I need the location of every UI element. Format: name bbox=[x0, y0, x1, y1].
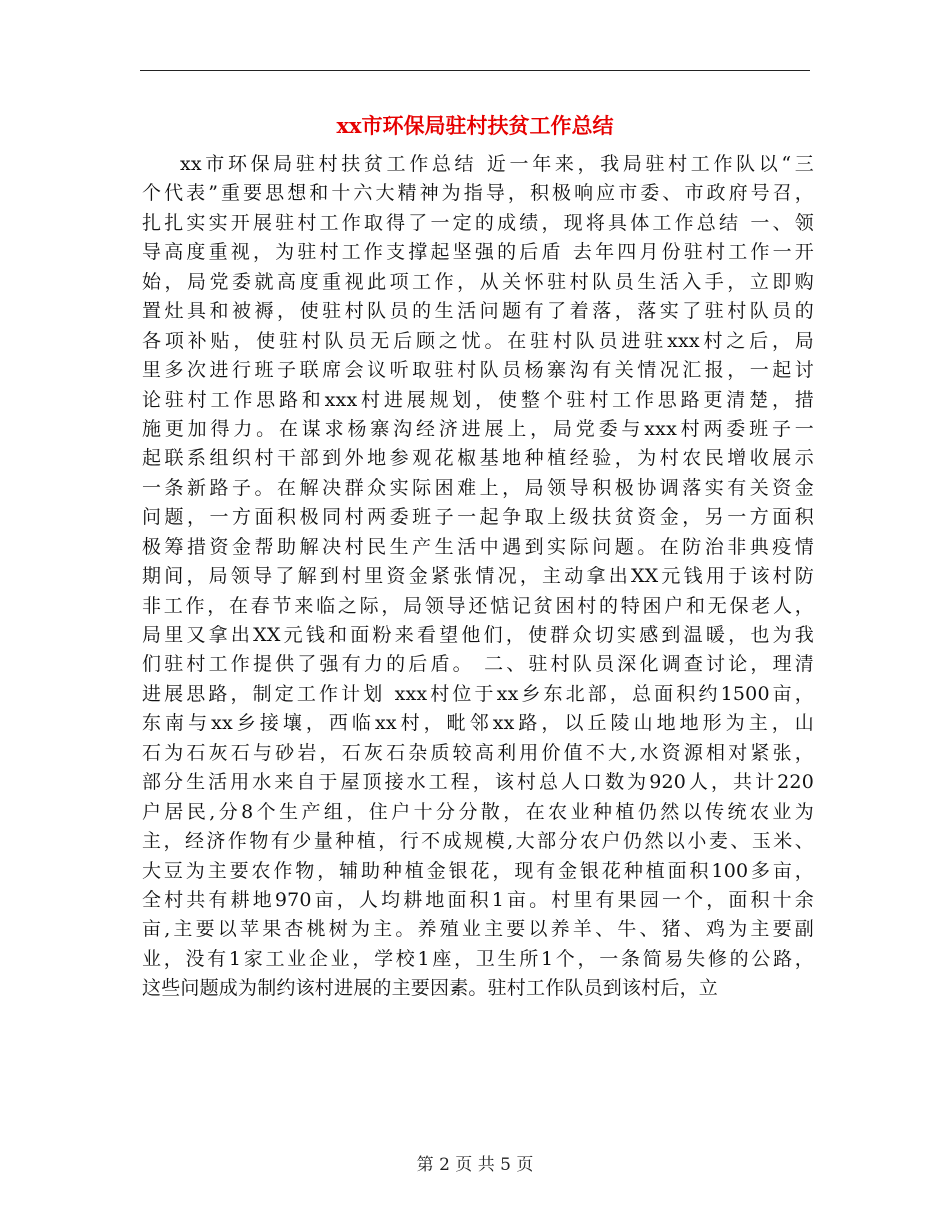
body-line: 主，经济作物有少量种植，行不成规模,大部分农户仍然以小麦、玉米、 bbox=[142, 830, 814, 853]
page-number-footer: 第 2 页 共 5 页 bbox=[416, 1155, 534, 1175]
body-line: 扎扎实实开展驻村工作取得了一定的成绩，现将具体工作总结 一、领 bbox=[142, 211, 814, 234]
body-line: 极筹措资金帮助解决村民生产生活中遇到实际问题。在防治非典疫情 bbox=[142, 535, 814, 558]
body-line: 个代表”重要思想和十六大精神为指导，积极响应市委、市政府号召， bbox=[142, 182, 814, 205]
body-line: 东南与xx乡接壤，西临xx村，毗邻xx路，以丘陵山地地形为主，山 bbox=[142, 712, 814, 735]
header-rule bbox=[140, 70, 810, 71]
body-line: 一条新路子。在解决群众实际困难上，局领导积极协调落实有关资金 bbox=[142, 476, 814, 499]
body-line: 部分生活用水来自于屋顶接水工程，该村总人口数为920人，共计220 bbox=[142, 771, 814, 794]
document-title: xx市环保局驻村扶贫工作总结 bbox=[336, 113, 614, 138]
body-line: 们驻村工作提供了强有力的后盾。 二、驻村队员深化调查讨论，理清 bbox=[142, 653, 814, 676]
body-line: 导高度重视，为驻村工作支撑起坚强的后盾 去年四月份驻村工作一开 bbox=[142, 241, 814, 264]
body-line: 全村共有耕地970亩，人均耕地面积1亩。村里有果园一个，面积十余 bbox=[142, 888, 814, 911]
body-line: 业，没有1家工业企业，学校1座，卫生所1个，一条简易失修的公路， bbox=[142, 947, 814, 970]
body-line: 亩,主要以苹果杏桃树为主。养殖业主要以养羊、牛、猪、鸡为主要副 bbox=[142, 918, 814, 941]
body-line: 置灶具和被褥，使驻村队员的生活问题有了着落，落实了驻村队员的 bbox=[142, 300, 814, 323]
body-line: 这些问题成为制约该村进展的主要因素。驻村工作队员到该村后，立 bbox=[142, 977, 719, 1000]
body-line: 施更加得力。在谋求杨寨沟经济进展上，局党委与xxx村两委班子一 bbox=[142, 417, 814, 440]
body-line: 户居民,分8个生产组，住户十分分散，在农业种植仍然以传统农业为 bbox=[142, 800, 814, 823]
body-line: 论驻村工作思路和xxx村进展规划，使整个驻村工作思路更清楚，措 bbox=[142, 388, 814, 411]
body-line: 始，局党委就高度重视此项工作，从关怀驻村队员生活入手，立即购 bbox=[142, 270, 814, 293]
body-line: 大豆为主要农作物，辅助种植金银花，现有金银花种植面积100多亩， bbox=[142, 859, 814, 882]
body-line: 非工作，在春节来临之际，局领导还惦记贫困村的特困户和无保老人， bbox=[142, 594, 814, 617]
body-line: 起联系组织村干部到外地参观花椒基地种植经验，为村农民增收展示 bbox=[142, 447, 814, 470]
body-line: 里多次进行班子联席会议听取驻村队员杨寨沟有关情况汇报，一起讨 bbox=[142, 359, 814, 382]
body-line: 局里又拿出XX元钱和面粉来看望他们，使群众切实感到温暖，也为我 bbox=[142, 624, 814, 646]
body-line: 期间，局领导了解到村里资金紧张情况，主动拿出XX元钱用于该村防 bbox=[142, 565, 814, 588]
body-line: xx市环保局驻村扶贫工作总结 近一年来，我局驻村工作队以“三 bbox=[180, 153, 814, 175]
body-line: 各项补贴，使驻村队员无后顾之忧。在驻村队员进驻xxx村之后，局 bbox=[142, 329, 814, 352]
document-body bbox=[142, 150, 814, 1004]
body-line: 石为石灰石与砂岩，石灰石杂质较高利用价值不大,水资源相对紧张， bbox=[142, 741, 814, 764]
body-line: 问题，一方面积极同村两委班子一起争取上级扶贫资金，另一方面积 bbox=[142, 506, 814, 529]
body-line: 进展思路，制定工作计划 xxx村位于xx乡东北部，总面积约1500亩， bbox=[142, 682, 814, 705]
